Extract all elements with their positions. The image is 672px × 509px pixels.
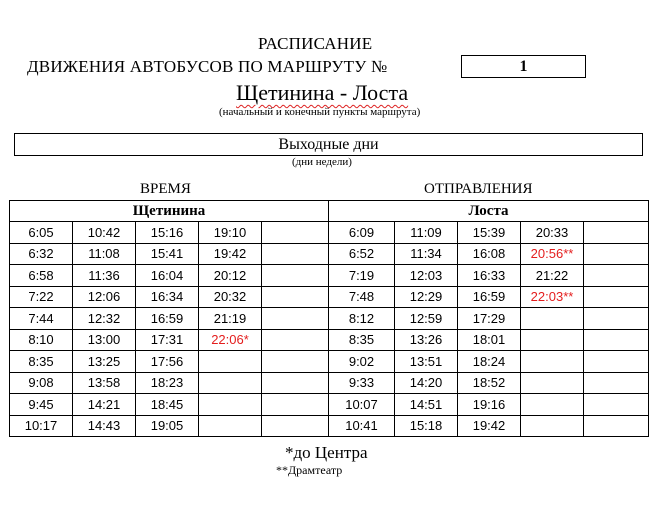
table-row <box>10 329 649 351</box>
time-cell: 15:16 <box>136 222 199 244</box>
time-cell: 13:00 <box>73 329 136 351</box>
time-cell: 14:21 <box>73 394 136 416</box>
time-cell: 19:42 <box>199 243 262 265</box>
time-cell: 20:33 <box>521 222 584 244</box>
time-cell <box>262 308 329 330</box>
table-row <box>10 308 649 330</box>
time-cell: 11:36 <box>73 265 136 287</box>
time-cell: 7:44 <box>10 308 73 330</box>
time-cell <box>262 415 329 437</box>
time-cell <box>584 329 649 351</box>
time-cell: 9:33 <box>329 372 395 394</box>
route-name: Щетинина - Лоста <box>236 80 409 105</box>
time-cell: 15:41 <box>136 243 199 265</box>
schedule-table <box>9 200 649 437</box>
time-cell <box>584 351 649 373</box>
time-cell <box>521 372 584 394</box>
time-cell: 20:56** <box>521 243 584 265</box>
time-cell <box>584 394 649 416</box>
time-cell: 22:06* <box>199 329 262 351</box>
time-cell <box>584 265 649 287</box>
table-row <box>10 286 649 308</box>
time-cell: 20:32 <box>199 286 262 308</box>
time-cell: 6:09 <box>329 222 395 244</box>
time-cell: 12:06 <box>73 286 136 308</box>
time-cell: 7:48 <box>329 286 395 308</box>
time-cell: 10:42 <box>73 222 136 244</box>
time-cell: 19:05 <box>136 415 199 437</box>
time-cell <box>199 372 262 394</box>
time-cell <box>199 351 262 373</box>
time-cell: 8:35 <box>10 351 73 373</box>
days-label: Выходные дни <box>14 133 643 156</box>
time-cell: 21:19 <box>199 308 262 330</box>
time-cell: 15:18 <box>395 415 458 437</box>
time-cell <box>199 415 262 437</box>
left-stop-header: Щетинина <box>10 201 329 222</box>
time-cell <box>199 394 262 416</box>
time-cell <box>262 351 329 373</box>
table-row <box>10 265 649 287</box>
time-cell: 17:29 <box>458 308 521 330</box>
time-cell <box>521 394 584 416</box>
time-cell <box>262 394 329 416</box>
time-cell: 7:22 <box>10 286 73 308</box>
time-cell: 13:25 <box>73 351 136 373</box>
time-cell: 19:42 <box>458 415 521 437</box>
time-cell <box>262 265 329 287</box>
time-cell: 9:08 <box>10 372 73 394</box>
time-cell: 21:22 <box>521 265 584 287</box>
time-cell: 10:07 <box>329 394 395 416</box>
footnote-theatre: **Драмтеатр <box>276 463 343 477</box>
table-row <box>10 351 649 373</box>
time-cell: 8:35 <box>329 329 395 351</box>
time-cell <box>521 415 584 437</box>
time-cell: 6:05 <box>10 222 73 244</box>
time-cell: 6:58 <box>10 265 73 287</box>
time-cell: 9:45 <box>10 394 73 416</box>
time-cell: 9:02 <box>329 351 395 373</box>
time-cell <box>584 372 649 394</box>
time-cell: 16:08 <box>458 243 521 265</box>
table-row <box>10 243 649 265</box>
time-cell: 19:10 <box>199 222 262 244</box>
time-cell: 18:24 <box>458 351 521 373</box>
table-row <box>10 222 649 244</box>
time-cell <box>262 243 329 265</box>
time-cell <box>262 286 329 308</box>
time-cell: 11:08 <box>73 243 136 265</box>
time-cell: 15:39 <box>458 222 521 244</box>
time-cell: 8:12 <box>329 308 395 330</box>
footnote-center: *до Центра <box>285 443 368 462</box>
time-cell: 8:10 <box>10 329 73 351</box>
departure-header: ОТПРАВЛЕНИЯ <box>424 181 533 197</box>
time-cell: 11:34 <box>395 243 458 265</box>
route-caption: (начальный и конечный пункты маршрута) <box>219 106 421 118</box>
schedule-title: РАСПИСАНИЕ <box>258 34 373 53</box>
route-number: 1 <box>461 55 586 78</box>
time-cell: 20:12 <box>199 265 262 287</box>
time-cell: 14:51 <box>395 394 458 416</box>
time-cell <box>521 351 584 373</box>
time-cell: 18:45 <box>136 394 199 416</box>
time-cell <box>584 243 649 265</box>
time-cell: 12:59 <box>395 308 458 330</box>
time-cell <box>584 286 649 308</box>
days-caption: (дни недели) <box>292 156 352 168</box>
time-cell: 18:01 <box>458 329 521 351</box>
right-stop-header: Лоста <box>329 201 649 222</box>
time-cell: 12:03 <box>395 265 458 287</box>
time-header: ВРЕМЯ <box>140 181 191 197</box>
schedule-subtitle: ДВИЖЕНИЯ АВТОБУСОВ ПО МАРШРУТУ № <box>27 57 388 76</box>
time-cell: 10:41 <box>329 415 395 437</box>
time-cell: 13:51 <box>395 351 458 373</box>
time-cell <box>584 222 649 244</box>
time-cell <box>521 308 584 330</box>
time-cell <box>262 222 329 244</box>
time-cell: 6:32 <box>10 243 73 265</box>
time-cell <box>584 415 649 437</box>
time-cell: 11:09 <box>395 222 458 244</box>
time-cell: 13:58 <box>73 372 136 394</box>
time-cell: 17:31 <box>136 329 199 351</box>
table-header-row <box>10 201 649 222</box>
time-cell: 6:52 <box>329 243 395 265</box>
time-cell <box>521 329 584 351</box>
time-cell: 14:43 <box>73 415 136 437</box>
time-cell: 14:20 <box>395 372 458 394</box>
time-cell: 18:52 <box>458 372 521 394</box>
table-row <box>10 372 649 394</box>
time-cell: 22:03** <box>521 286 584 308</box>
time-cell: 16:59 <box>136 308 199 330</box>
time-cell <box>262 372 329 394</box>
time-cell: 7:19 <box>329 265 395 287</box>
time-cell: 19:16 <box>458 394 521 416</box>
table-row <box>10 394 649 416</box>
table-row <box>10 415 649 437</box>
time-cell: 13:26 <box>395 329 458 351</box>
time-cell: 16:59 <box>458 286 521 308</box>
time-cell: 16:34 <box>136 286 199 308</box>
time-cell: 12:32 <box>73 308 136 330</box>
time-cell <box>584 308 649 330</box>
time-cell: 12:29 <box>395 286 458 308</box>
time-cell: 16:33 <box>458 265 521 287</box>
time-cell: 17:56 <box>136 351 199 373</box>
time-cell: 16:04 <box>136 265 199 287</box>
time-cell <box>262 329 329 351</box>
time-cell: 10:17 <box>10 415 73 437</box>
time-cell: 18:23 <box>136 372 199 394</box>
